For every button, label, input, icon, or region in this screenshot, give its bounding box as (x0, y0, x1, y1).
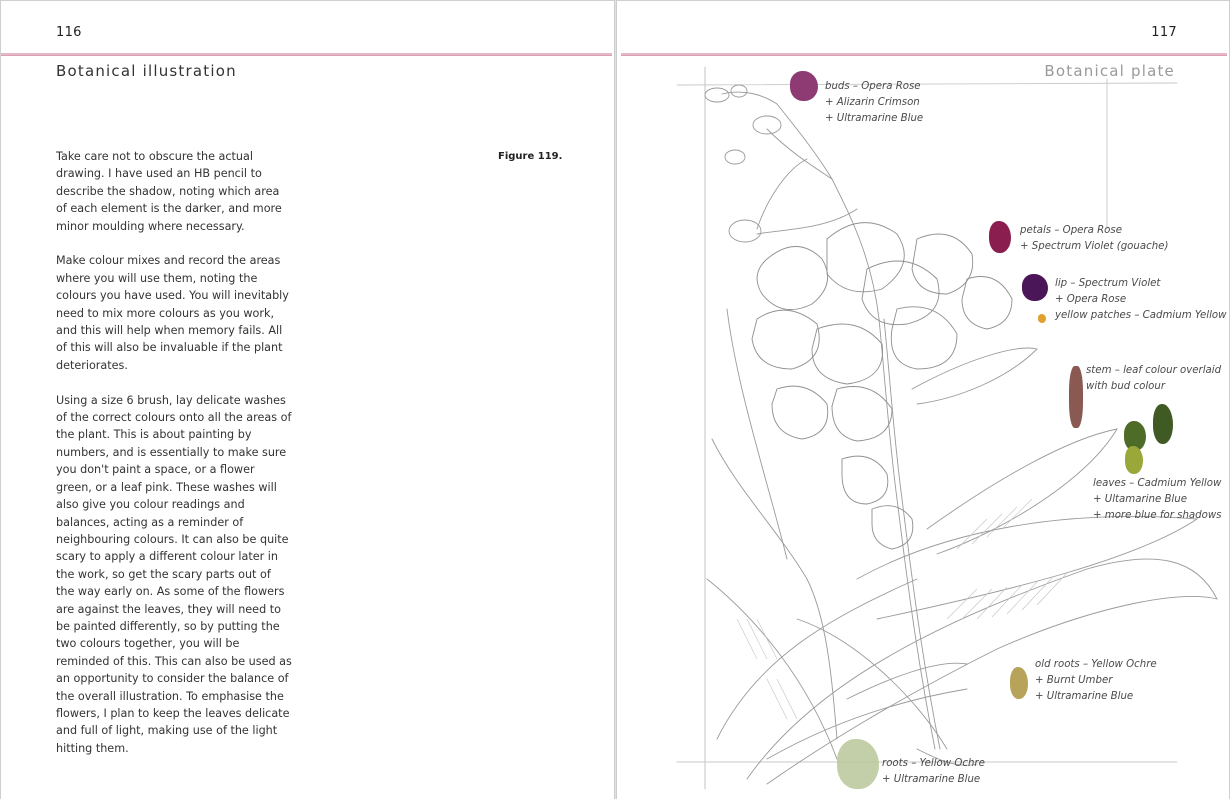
swatch-roots (837, 739, 879, 789)
page-number-left: 116 (56, 25, 82, 40)
running-head-left: Botanical illustration (56, 62, 237, 80)
swatch-lip (1022, 274, 1048, 301)
running-head-right: Botanical plate (1044, 62, 1175, 80)
right-page (617, 0, 1230, 799)
note-stem: stem – leaf colour overlaid with bud colour (1086, 365, 1222, 392)
paragraph-3: Using a size 6 brush, lay delicate washes of the correct colours onto all the areas of the plant. This is about painting by numbers, and is essentially to make sure you don't paint a space, or a flower green, or a leaf pink. These washes will also give you colour readings and balances, acting as a reminder of neighbouring colours. It can also be quite scary to apply a different colour later in the work, so get the scary parts out of the way early on. As some of the flowers are against the leaves, they will need to be painted differently, so by putting the two colours together, you will be reminded of this. This can also be used as an opportunity to consider the balance of the overall illustration. To emphasise the flowers, I plan to keep the leaves delicate and full of light, making use of the light hitting them. (56, 393, 292, 755)
header-rule-right (621, 53, 1227, 56)
page-number-right: 117 (1151, 25, 1177, 40)
swatch-yellow-patches (1038, 314, 1046, 323)
figure-label: Figure 119. (498, 151, 563, 162)
swatch-petals (989, 221, 1011, 253)
swatch-leaf-light (1125, 446, 1143, 474)
swatch-buds (790, 71, 818, 101)
header-rule-left (1, 53, 612, 56)
note-lip: lip – Spectrum Violet + Opera Rose yellow patches – Cadmium Yellow (1055, 278, 1227, 321)
swatch-leaf-dark (1153, 404, 1173, 444)
left-page (0, 0, 614, 799)
note-leaves: leaves – Cadmium Yellow + Ultamarine Blue + more blue for shadows (1093, 478, 1222, 521)
note-buds: buds – Opera Rose + Alizarin Crimson + Ultramarine Blue (825, 81, 924, 124)
swatch-stem (1069, 366, 1083, 428)
paragraph-2: Make colour mixes and record the areas where you will use them, noting the colours you have used. You will inevitably need to mix more colours as you work, and this will help when memory fails. All of this will also be invaluable if the plant deteriorates. (56, 254, 289, 372)
body-text (56, 148, 292, 775)
note-old-roots: old roots – Yellow Ochre + Burnt Umber + Ultramarine Blue (1035, 659, 1157, 702)
note-roots: roots – Yellow Ochre + Ultramarine Blue (882, 758, 985, 785)
note-petals: petals – Opera Rose + Spectrum Violet (gouache) (1020, 225, 1169, 252)
swatch-old-roots (1010, 667, 1028, 699)
paragraph-1: Take care not to obscure the actual drawing. I have used an HB pencil to describe the shadow, noting which area of each element is the darker, and more minor moulding where necessary. (56, 150, 282, 233)
